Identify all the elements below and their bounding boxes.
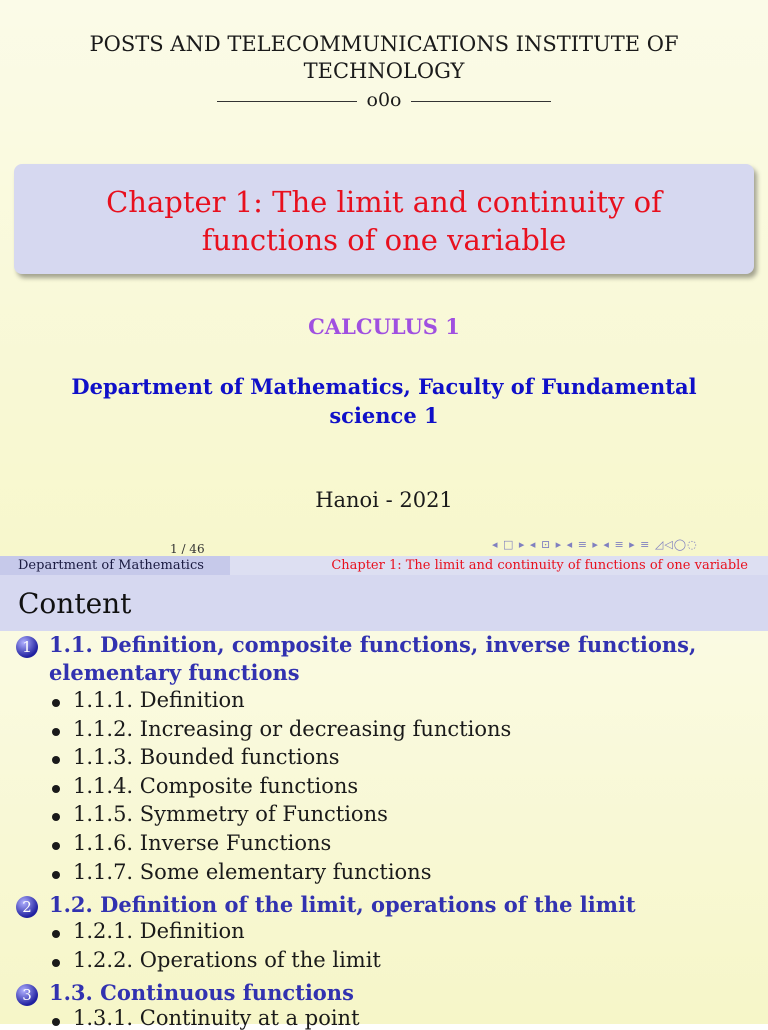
bullet-icon — [52, 930, 60, 938]
section-title[interactable]: 1.1. Definition, composite functions, inverse functions, — [49, 632, 697, 657]
bullet-icon — [52, 813, 60, 821]
divider-right — [411, 101, 551, 102]
bullet-icon — [52, 959, 60, 967]
section-title[interactable]: 1.2. Definition of the limit, operations of the limit — [49, 892, 636, 917]
course-name: CALCULUS 1 — [308, 314, 460, 339]
subsection-item[interactable]: 1.2.1. Definition — [73, 919, 245, 943]
beamer-navigation-icons[interactable]: ◂ □ ▸ ◂ ⊡ ▸ ◂ ≡ ▸ ◂ ≡ ▸ ≡ ◿◁◯◌ — [492, 538, 698, 551]
subsection-item[interactable]: 1.1.3. Bounded functions — [73, 745, 340, 769]
subsection-item[interactable]: 1.1.7. Some elementary functions — [73, 860, 432, 884]
section-title-cont[interactable]: elementary functions — [49, 660, 300, 685]
section-number-badge: 3 — [16, 984, 38, 1006]
subsection-item[interactable]: 1.1.5. Symmetry of Functions — [73, 802, 388, 826]
frame-title: Content — [18, 587, 132, 620]
bullet-icon — [52, 871, 60, 879]
section-number-badge: 2 — [16, 896, 38, 918]
bullet-icon — [52, 699, 60, 707]
institute-name-line1: POSTS AND TELECOMMUNICATIONS INSTITUTE OF — [89, 32, 679, 56]
bullet-icon — [52, 756, 60, 764]
footer-title: Chapter 1: The limit and continuity of functions of one variable — [331, 558, 748, 573]
chapter-title-line2: functions of one variable — [201, 223, 567, 257]
footer-bar — [0, 556, 768, 575]
bullet-icon — [52, 785, 60, 793]
page-indicator: 1 / 46 — [170, 542, 205, 556]
bullet-icon — [52, 1018, 60, 1026]
bullet-icon — [52, 842, 60, 850]
department-line2: science 1 — [329, 403, 439, 428]
subsection-item[interactable]: 1.1.2. Increasing or decreasing functions — [73, 717, 512, 741]
department — [0, 372, 768, 430]
subsection-item[interactable]: 1.3.1. Continuity at a point — [73, 1006, 360, 1030]
subsection-item[interactable]: 1.1.1. Definition — [73, 688, 245, 712]
footer-author: Department of Mathematics — [0, 556, 230, 575]
subsection-item[interactable]: 1.2.2. Operations of the limit — [73, 948, 381, 972]
frame-title-bar — [0, 575, 768, 631]
bullet-icon — [52, 728, 60, 736]
section-number-badge: 1 — [16, 636, 38, 658]
chapter-title — [0, 183, 768, 259]
section-title[interactable]: 1.3. Continuous functions — [49, 980, 354, 1005]
institute-name-line2: TECHNOLOGY — [303, 59, 465, 83]
subsection-item[interactable]: 1.1.4. Composite functions — [73, 774, 359, 798]
chapter-title-line1: Chapter 1: The limit and continuity of — [106, 185, 662, 219]
place-date: Hanoi - 2021 — [315, 488, 453, 512]
divider-left — [217, 101, 357, 102]
subsection-item[interactable]: 1.1.6. Inverse Functions — [73, 831, 332, 855]
divider-symbol: o0o — [366, 89, 402, 111]
department-line1: Department of Mathematics, Faculty of Fundamental — [71, 374, 697, 399]
